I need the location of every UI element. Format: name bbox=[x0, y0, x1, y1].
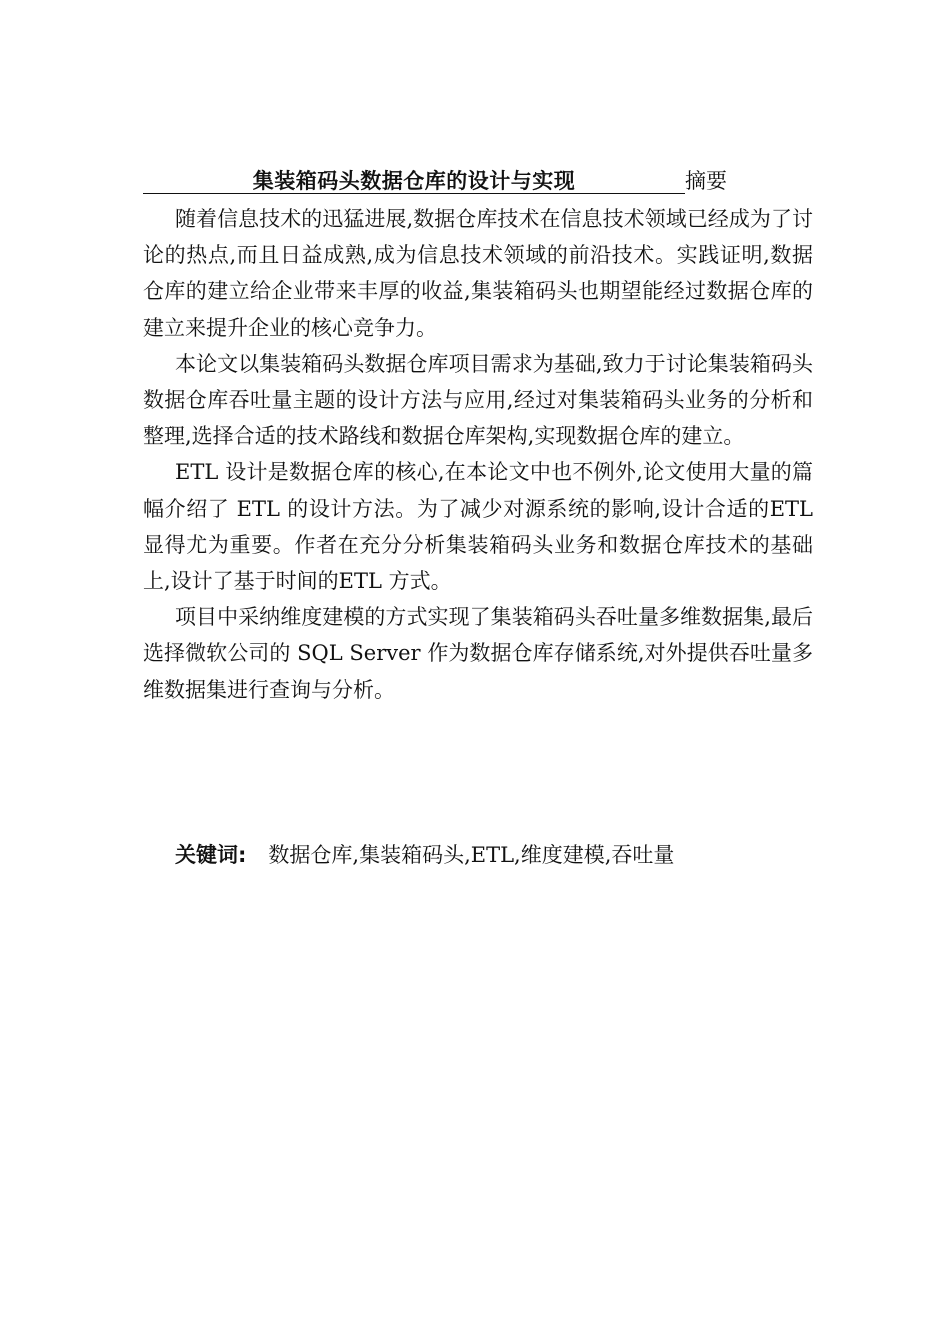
keywords-line bbox=[175, 837, 815, 873]
abstract-body bbox=[143, 201, 813, 708]
abstract-paragraph-3: ETL 设计是数据仓库的核心,在本论文中也不例外,论文使用大量的篇幅介绍了 ETL 的设计方法。为了减少对源系统的影响,设计合适的ETL 显得尤为重要。作者在充分分析集装箱码头业务和数据仓库技术的基础上,设计了基于时间的ETL 方式。 bbox=[143, 460, 813, 594]
abstract-paragraph-4: 项目中采纳维度建模的方式实现了集装箱码头吞吐量多维数据集,最后选择微软公司的 SQL Server 作为数据仓库存储系统,对外提供吞吐量多维数据集进行查询与分析。 bbox=[143, 605, 813, 702]
abstract-paragraph-2: 本论文以集装箱码头数据仓库项目需求为基础,致力于讨论集装箱码头数据仓库吞吐量主题的设计方法与应用,经过对集装箱码头业务的分析和整理,选择合适的技术路线和数据仓库架构,实现数据仓库的建立。 bbox=[143, 351, 813, 449]
abstract-paragraph-1: 随着信息技术的迅猛进展,数据仓库技术在信息技术领域已经成为了讨论的热点,而且日益成熟,成为信息技术领域的前沿技术。实践证明,数据仓库的建立给企业带来丰厚的收益,集装箱码头也期望能经过数据仓库的建立来提升企业的核心竞争力。 bbox=[143, 207, 813, 340]
keywords-values: 数据仓库,集装箱码头,ETL,维度建模,吞吐量 bbox=[268, 843, 675, 867]
title-line bbox=[143, 166, 763, 196]
keywords-label: 关键词: bbox=[175, 843, 247, 867]
document-title: 集装箱码头数据仓库的设计与实现 bbox=[252, 169, 576, 193]
title-underline bbox=[143, 166, 685, 194]
abstract-label: 摘要 bbox=[685, 169, 727, 193]
